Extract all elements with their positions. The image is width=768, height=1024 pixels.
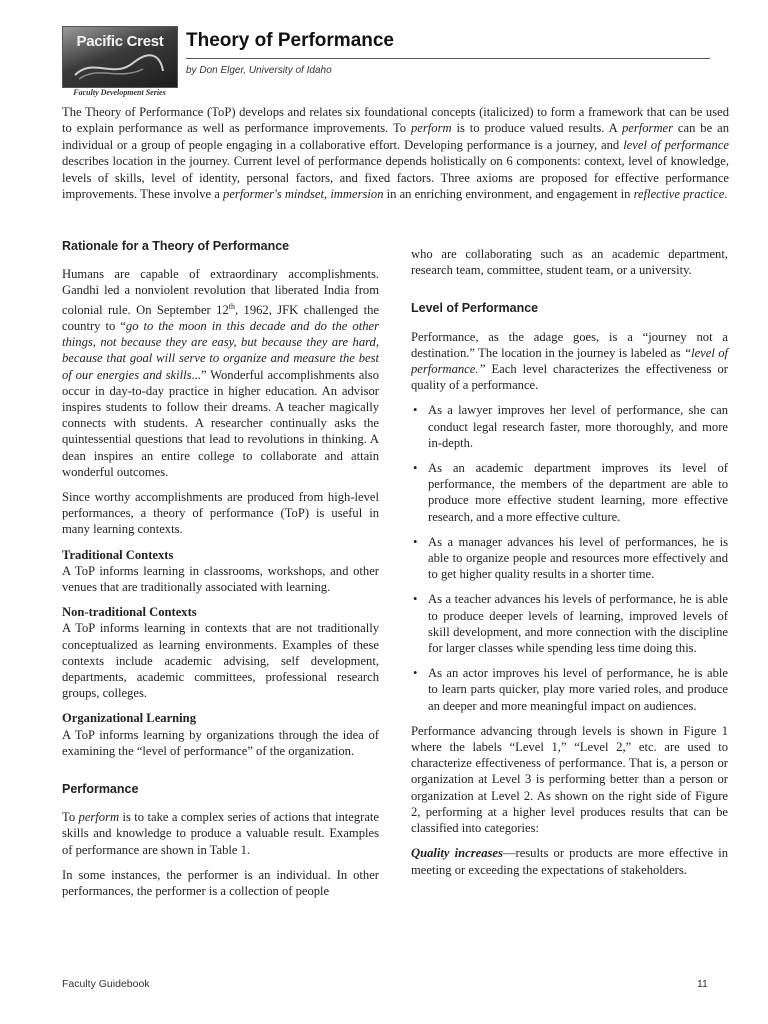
heading-nontraditional: Non-traditional Contexts [62, 605, 197, 620]
paragraph-performer: In some instances, the performer is an individual. In other performances, the performer is a collection of people [62, 867, 379, 899]
list-item: • As a manager advances his level of performances, he is able to organize people and resources more effectively and to get higher quality results in a shorter time. [411, 534, 728, 583]
paragraph-worthy: Since worthy accomplishments are produced from high-level performances, a theory of performance (ToP) is useful in many learning contexts. [62, 490, 379, 537]
intro-paragraph: The Theory of Performance (ToP) develops and relates six foundational concepts (italicized) to form a framework that can be used to explain performance as well as performance improvements. To perform is to produce valued results. A performer can be an individual or a group of people engaging in a collaborative effort. Developing performance is a journey, and level of performance describes location in the journey. Current level of performance depends holistically on 6 components: context, level of knowledge, levels of skills, level of identity, personal factors, and fixed factors. Three axioms are proposed for effective performance improvements. These involve a performer's mindset, immersion in an enriching environment, and engagement in reflective practice. [62, 105, 729, 202]
paragraph-journey: Performance, as the adage goes, is a “journey not a destination.” The location in the journey is labeled as “level of performance.” Each level characterizes the effectiveness or quality of a performance. [411, 329, 728, 393]
paragraph-collaborating: who are collaborating such as an academic department, research team, committee, student team, or a university. [411, 247, 728, 278]
right-column [411, 246, 728, 887]
paragraph-nontraditional: A ToP informs learning in contexts that are not traditionally conceptualized as learning environments. Examples of these contexts include academic advising, self development, departments, academic committees, professional research groups, colleges. [62, 621, 379, 701]
series-label: Faculty Development Series [73, 88, 166, 97]
logo-text: Pacific Crest [76, 33, 164, 50]
paragraph-organizational: A ToP informs learning by organizations through the idea of examining the “level of performance” of the organization. [62, 727, 379, 758]
left-column [62, 238, 379, 908]
list-item: • As an academic department improves its level of performance, the members of the department are able to produce more effective student learning, more effective research, and a more effective culture. [411, 460, 728, 525]
paragraph-perform: To perform is to take a complex series of actions that integrate skills and knowledge to produce a valuable result. Examples of performance are shown in Table 1. [62, 810, 379, 857]
footer-guidebook: Faculty Guidebook [62, 978, 150, 990]
heading-rationale: Rationale for a Theory of Performance [62, 239, 290, 253]
title-rule [186, 58, 710, 59]
list-item: • As an actor improves his level of performance, he is able to learn parts quicker, play more varied roles, and produce an deeper and more meaningful impact on audiences. [411, 665, 728, 714]
page-number: 11 [697, 978, 708, 990]
paragraph-rationale: Humans are capable of extraordinary accomplishments. Gandhi led a nonviolent revolution that liberated India from colonial rule. On September 12th, 1962, JFK challenged the country to “go to the moon in this decade and do the other things, not because they are easy, but because they are hard, because that goal will serve to organize and measure the best of our energies and skills...” Wonderful accomplishments also occur in day-to-day practice in higher education. An advisor inspires students to follow their dreams. A teacher magically connects with students. A researcher continually asks the quintessential questions that lead to revolutions in thinking. A dean inspires an entire college to collaborate and attain wonderful outcomes. [62, 267, 379, 479]
page-title: Theory of Performance [186, 30, 394, 51]
heading-traditional: Traditional Contexts [62, 547, 174, 562]
byline: by Don Elger, University of Idaho [186, 65, 332, 76]
paragraph-levels: Performance advancing through levels is shown in Figure 1 where the labels “Level 1,” “Level 2,” etc. are used to characterize effectiveness of performance. That is, a person or organization at Level 3 is performing better than a person or organization at Level 2. As shown on the right side of Figure 2, performing at a higher level produces results that can be classified into categories: [411, 723, 728, 836]
logo-swirl-graphic [73, 53, 165, 81]
pacific-crest-logo [62, 26, 178, 88]
paragraph-traditional: A ToP informs learning in classrooms, workshops, and other venues that are traditionally associated with learning. [62, 563, 379, 595]
heading-organizational: Organizational Learning [62, 711, 196, 726]
heading-performance: Performance [62, 782, 139, 797]
paragraph-quality: Quality increases—results or products are more effective in meeting or exceeding the expectations of stakeholders. [411, 846, 728, 877]
list-item: • As a lawyer improves her level of performance, she can conduct legal research faster, more thoroughly, and more in-depth. [411, 402, 728, 451]
heading-level-of-performance: Level of Performance [411, 301, 539, 316]
list-item: • As a teacher advances his levels of performance, he is able to produce deeper levels of learning, improved levels of skill development, and more connection with the discipline for larger classes while spending less time doing this. [411, 591, 728, 656]
bullet-list [411, 402, 728, 713]
